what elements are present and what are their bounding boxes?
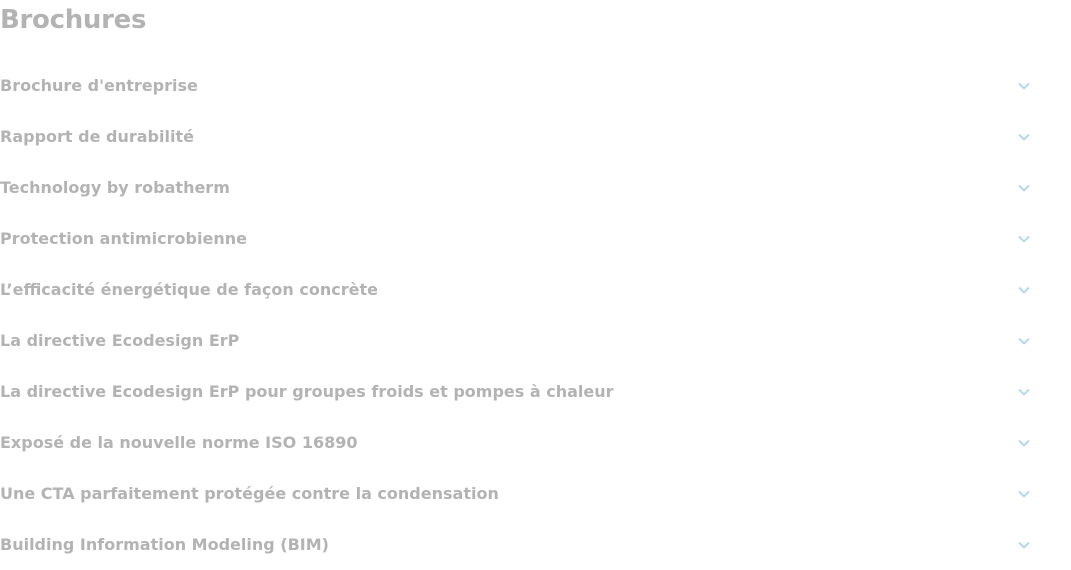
accordion-item-label: Brochure d'entreprise xyxy=(0,76,198,95)
chevron-down-icon[interactable] xyxy=(1017,181,1031,195)
accordion-item-ecodesign-erp[interactable] xyxy=(0,315,1040,366)
accordion-item-label: Une CTA parfaitement protégée contre la condensation xyxy=(0,484,499,503)
accordion-item-ecodesign-erp-groupes-froids[interactable] xyxy=(0,366,1040,417)
chevron-down-icon[interactable] xyxy=(1017,334,1031,348)
accordion-item-cta-condensation[interactable] xyxy=(0,468,1040,519)
accordion-item-label: Rapport de durabilité xyxy=(0,127,194,146)
chevron-down-icon[interactable] xyxy=(1017,130,1031,144)
brochure-accordion xyxy=(0,60,1040,570)
accordion-item-label: Technology by robatherm xyxy=(0,178,230,197)
page-title: Brochures xyxy=(0,5,147,35)
accordion-item-label: La directive Ecodesign ErP xyxy=(0,331,240,350)
accordion-item-bim[interactable] xyxy=(0,519,1040,570)
chevron-down-icon[interactable] xyxy=(1017,487,1031,501)
chevron-down-icon[interactable] xyxy=(1017,79,1031,93)
accordion-item-label: Protection antimicrobienne xyxy=(0,229,247,248)
accordion-item-rapport-durabilite[interactable] xyxy=(0,111,1040,162)
accordion-item-efficacite-energetique[interactable] xyxy=(0,264,1040,315)
chevron-down-icon[interactable] xyxy=(1017,385,1031,399)
chevron-down-icon[interactable] xyxy=(1017,538,1031,552)
accordion-item-brochure-entreprise[interactable] xyxy=(0,60,1040,111)
accordion-item-protection-antimicrobienne[interactable] xyxy=(0,213,1040,264)
accordion-item-label: La directive Ecodesign ErP pour groupes froids et pompes à chaleur xyxy=(0,382,614,401)
accordion-item-norme-iso-16890[interactable] xyxy=(0,417,1040,468)
accordion-item-technology-robatherm[interactable] xyxy=(0,162,1040,213)
accordion-item-label: L’efficacité énergétique de façon concrète xyxy=(0,280,378,299)
chevron-down-icon[interactable] xyxy=(1017,436,1031,450)
chevron-down-icon[interactable] xyxy=(1017,283,1031,297)
chevron-down-icon[interactable] xyxy=(1017,232,1031,246)
accordion-item-label: Building Information Modeling (BIM) xyxy=(0,535,329,554)
accordion-item-label: Exposé de la nouvelle norme ISO 16890 xyxy=(0,433,358,452)
